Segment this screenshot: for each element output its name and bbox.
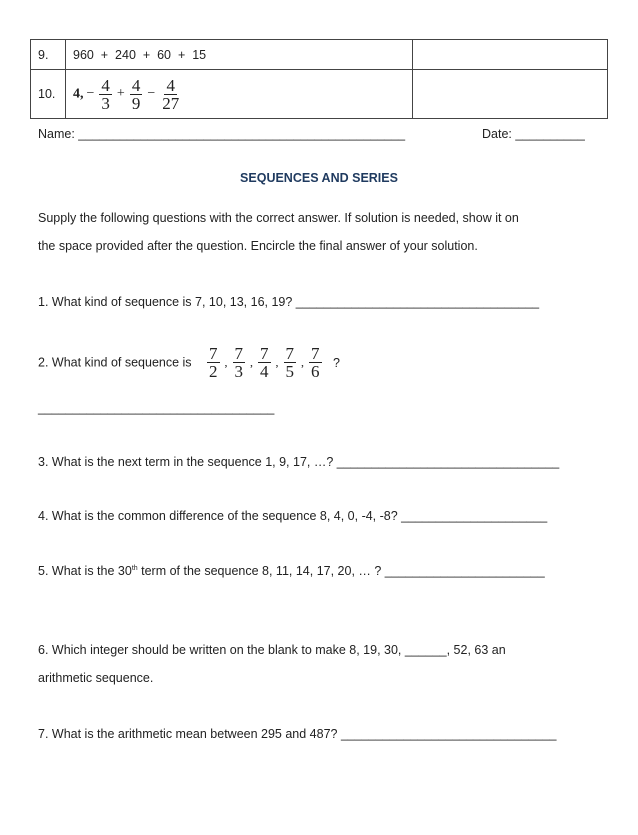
question-2-mark: ?: [333, 355, 340, 370]
fraction: $\frac{7}{5}$: [285, 344, 295, 381]
fraction: $\frac{7}{2}$: [209, 344, 218, 381]
answer-table: [30, 39, 608, 119]
question-4: 4. What is the common difference of the sequence 8, 4, 0, -4, -8? _____________________: [38, 509, 548, 523]
fraction-list: $\frac{7}{2}$ , $\frac{7}{3}$ , $\frac{7}{4}$ , $\frac{7}{5}$ , $\frac{7}{6}$: [209, 344, 320, 381]
lead-term: 4,: [73, 86, 84, 101]
fraction: $\frac{4}{3}$: [101, 75, 110, 113]
question-1: 1. What kind of sequence is 7, 10, 13, 16, 19? ___________________________________: [38, 295, 540, 309]
date-field[interactable]: Date: __________: [482, 127, 585, 141]
item-number: 9.: [31, 40, 66, 70]
question-2-answer-blank[interactable]: __________________________________: [38, 401, 275, 415]
fraction: $\frac{7}{4}$: [260, 344, 269, 381]
question-2: [38, 345, 340, 380]
question-3: 3. What is the next term in the sequence 1, 9, 17, …? ________________________________: [38, 455, 560, 469]
name-field[interactable]: Name: _______________________________________________: [38, 127, 406, 141]
answer-cell[interactable]: [413, 40, 608, 70]
fraction: $\frac{4}{9}$: [131, 75, 141, 113]
question-5: 5. What is the 30th term of the sequence 8, 11, 14, 17, 20, … ? _______________________: [38, 564, 545, 578]
fraction: $\frac{7}{3}$: [234, 344, 244, 381]
instructions-line-2: the space provided after the question. Encircle the final answer of your solution.: [38, 239, 478, 253]
ordinal-suffix: th: [131, 564, 138, 572]
op-sign: +: [116, 86, 125, 101]
question-6-line-2: arithmetic sequence.: [38, 671, 154, 685]
page-title: SEQUENCES AND SERIES: [240, 171, 398, 185]
fraction: $\frac{4}{27}$: [162, 75, 180, 113]
question-7: 7. What is the arithmetic mean between 295 and 487? _______________________________: [38, 727, 557, 741]
fraction: $\frac{7}{6}$: [311, 344, 320, 381]
item-number: 10.: [31, 70, 66, 119]
question-2-text: 2. What kind of sequence is: [38, 355, 192, 370]
instructions-line-1: Supply the following questions with the correct answer. If solution is needed, show it on: [38, 211, 519, 225]
answer-cell[interactable]: [413, 70, 608, 119]
op-sign: −: [147, 86, 156, 101]
op-sign: −: [86, 86, 95, 101]
item-expression: [66, 70, 413, 119]
question-6-line-1: 6. Which integer should be written on the blank to make 8, 19, 30, ______, 52, 63 an: [38, 643, 506, 657]
table-row: [31, 70, 608, 119]
item-expression: 960 + 240 + 60 + 15: [66, 40, 413, 70]
table-row: [31, 40, 608, 70]
